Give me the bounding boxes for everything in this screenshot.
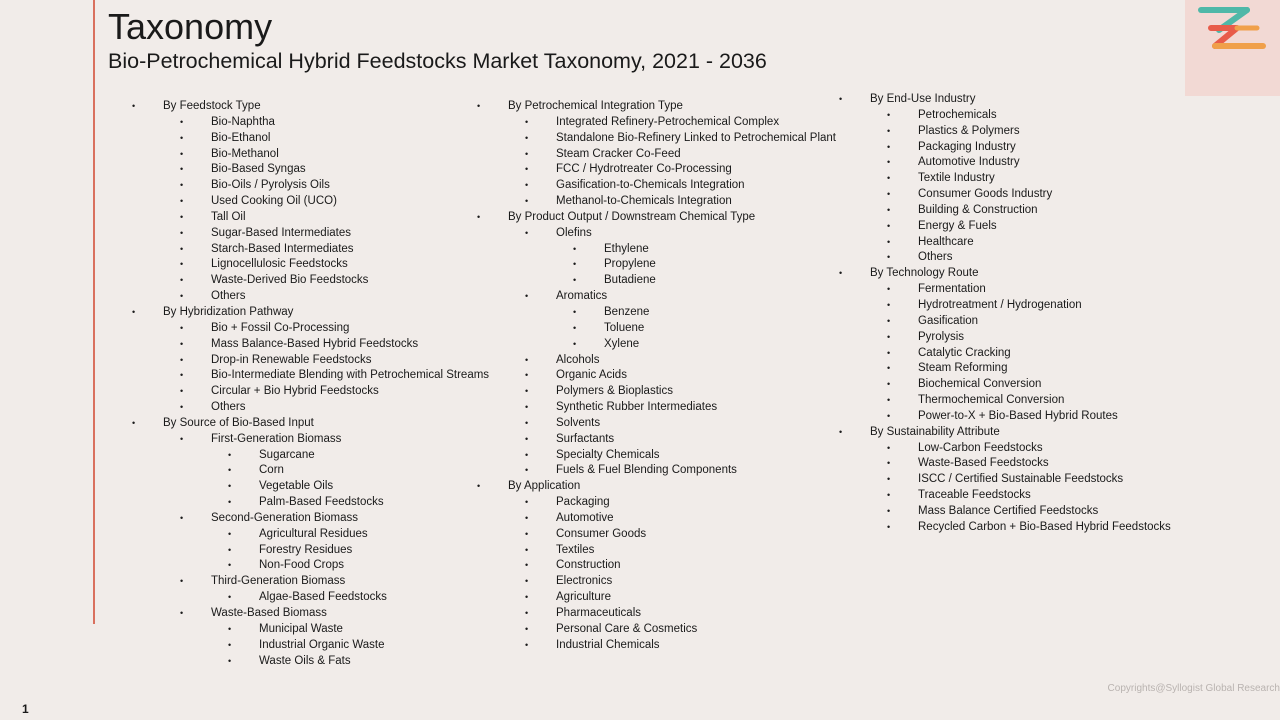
bullet-icon: • xyxy=(887,363,891,374)
taxonomy-item-label: Municipal Waste xyxy=(259,622,343,635)
taxonomy-item-label: Vegetable Oils xyxy=(259,480,334,493)
taxonomy-item-label: Consumer Goods xyxy=(556,527,647,540)
taxonomy-item-label: Automotive Industry xyxy=(918,156,1020,169)
bullet-icon: • xyxy=(887,315,891,326)
taxonomy-item-label: Xylene xyxy=(604,337,640,350)
bullet-icon: • xyxy=(180,180,184,191)
taxonomy-item-label: Propylene xyxy=(604,258,656,271)
bullet-icon: • xyxy=(525,227,529,238)
taxonomy-item-label: Gasification-to-Chemicals Integration xyxy=(556,179,745,192)
taxonomy-item-label: By Sustainability Attribute xyxy=(870,425,1000,438)
taxonomy-item-label: Personal Care & Cosmetics xyxy=(556,622,698,635)
bullet-icon: • xyxy=(477,101,481,111)
bullet-icon: • xyxy=(525,560,529,571)
bullet-icon: • xyxy=(887,521,891,532)
bullet-icon: • xyxy=(180,386,184,397)
bullet-icon: • xyxy=(573,259,577,270)
taxonomy-item-label: Standalone Bio-Refinery Linked to Petrochemical Plant xyxy=(556,131,836,144)
bullet-icon: • xyxy=(887,458,891,469)
taxonomy-item-label: Waste Oils & Fats xyxy=(259,654,351,667)
bullet-icon: • xyxy=(887,505,891,516)
taxonomy-item-label: Electronics xyxy=(556,575,613,588)
bullet-icon: • xyxy=(525,196,529,207)
taxonomy-item-label: Specialty Chemicals xyxy=(556,448,660,461)
taxonomy-item-label: Fuels & Fuel Blending Components xyxy=(556,464,737,477)
taxonomy-item-label: Palm-Based Feedstocks xyxy=(259,496,384,509)
bullet-icon: • xyxy=(180,370,184,381)
page-title: Taxonomy xyxy=(108,6,273,47)
bullet-icon: • xyxy=(228,623,232,634)
bullet-icon: • xyxy=(180,275,184,286)
taxonomy-item-label: Agriculture xyxy=(556,591,611,604)
taxonomy-item-label: Petrochemicals xyxy=(918,108,997,121)
taxonomy-item-label: Building & Construction xyxy=(918,203,1038,216)
bullet-icon: • xyxy=(887,442,891,453)
bullet-icon: • xyxy=(887,109,891,120)
taxonomy-item-label: Synthetic Rubber Intermediates xyxy=(556,401,718,414)
bullet-icon: • xyxy=(525,608,529,618)
bullet-icon: • xyxy=(573,338,577,349)
bullet-icon: • xyxy=(180,211,184,222)
bullet-icon: • xyxy=(180,227,184,238)
taxonomy-item-label: Energy & Fuels xyxy=(918,219,997,232)
taxonomy-item-label: Pyrolysis xyxy=(918,330,965,343)
taxonomy-item-label: Packaging Industry xyxy=(918,140,1016,153)
bullet-icon: • xyxy=(180,291,184,302)
bullet-icon: • xyxy=(132,101,136,111)
taxonomy-item-label: Mass Balance-Based Hybrid Feedstocks xyxy=(211,337,419,350)
taxonomy-item-label: By Technology Route xyxy=(870,267,979,280)
bullet-icon: • xyxy=(180,148,184,159)
bullet-icon: • xyxy=(525,576,529,587)
taxonomy-item-label: Bio-Naphtha xyxy=(211,115,275,128)
bullet-icon: • xyxy=(228,639,232,650)
taxonomy-item-label: Bio-Intermediate Blending with Petrochemical Streams xyxy=(211,369,490,382)
taxonomy-item-label: By Application xyxy=(508,480,581,493)
taxonomy-item-label: Steam Reforming xyxy=(918,362,1008,375)
bullet-icon: • xyxy=(887,157,891,168)
taxonomy-item-label: Industrial Organic Waste xyxy=(259,638,385,651)
taxonomy-item-label: Others xyxy=(918,251,953,264)
taxonomy-item-label: By Petrochemical Integration Type xyxy=(508,100,683,112)
bullet-icon: • xyxy=(180,196,184,207)
taxonomy-item-label: Circular + Bio Hybrid Feedstocks xyxy=(211,385,379,398)
taxonomy-item-label: Third-Generation Biomass xyxy=(211,575,346,588)
taxonomy-item-label: Bio + Fossil Co-Processing xyxy=(211,321,350,334)
taxonomy-item-label: Fermentation xyxy=(918,283,986,296)
bullet-icon: • xyxy=(525,386,529,397)
bullet-icon: • xyxy=(228,481,232,492)
bullet-icon: • xyxy=(525,623,529,634)
bullet-icon: • xyxy=(180,243,184,254)
bullet-icon: • xyxy=(228,592,232,603)
accent-divider-line xyxy=(93,0,95,624)
bullet-icon: • xyxy=(180,402,184,413)
taxonomy-item-label: Construction xyxy=(556,559,621,572)
taxonomy-item-label: Olefins xyxy=(556,226,592,239)
taxonomy-item-label: Algae-Based Feedstocks xyxy=(259,591,387,604)
bullet-icon: • xyxy=(887,189,891,200)
taxonomy-item-label: Bio-Based Syngas xyxy=(211,163,306,176)
bullet-icon: • xyxy=(132,417,136,428)
bullet-icon: • xyxy=(887,252,891,263)
bullet-icon: • xyxy=(525,528,529,539)
taxonomy-item-label: Methanol-to-Chemicals Integration xyxy=(556,195,732,208)
bullet-icon: • xyxy=(525,433,529,444)
taxonomy-item-label: Catalytic Cracking xyxy=(918,346,1011,359)
bullet-icon: • xyxy=(887,299,891,310)
bullet-icon: • xyxy=(573,275,577,286)
taxonomy-item-label: Organic Acids xyxy=(556,369,627,382)
taxonomy-item-label: Toluene xyxy=(604,321,645,334)
taxonomy-item-label: Healthcare xyxy=(918,235,974,248)
taxonomy-item-label: By Feedstock Type xyxy=(163,100,261,112)
taxonomy-item-label: Solvents xyxy=(556,416,601,429)
taxonomy-item-label: Non-Food Crops xyxy=(259,559,345,572)
bullet-icon: • xyxy=(477,481,481,492)
bullet-icon: • xyxy=(477,211,481,222)
bullet-icon: • xyxy=(180,608,184,618)
bullet-icon: • xyxy=(887,331,891,342)
taxonomy-item-label: Hydrotreatment / Hydrogenation xyxy=(918,298,1082,311)
taxonomy-item-label: Recycled Carbon + Bio-Based Hybrid Feedstocks xyxy=(918,520,1171,533)
taxonomy-item-label: Mass Balance Certified Feedstocks xyxy=(918,504,1099,517)
taxonomy-item-label: Corn xyxy=(259,464,284,477)
bullet-icon: • xyxy=(839,426,843,437)
bullet-icon: • xyxy=(525,512,529,523)
bullet-icon: • xyxy=(573,243,577,254)
taxonomy-item-label: Bio-Methanol xyxy=(211,147,279,160)
taxonomy-item-label: FCC / Hydrotreater Co-Processing xyxy=(556,163,732,176)
bullet-icon: • xyxy=(228,465,232,476)
bullet-icon: • xyxy=(525,449,529,460)
taxonomy-item-label: Benzene xyxy=(604,305,650,318)
taxonomy-item-label: Second-Generation Biomass xyxy=(211,511,359,524)
bullet-icon: • xyxy=(525,465,529,476)
bullet-icon: • xyxy=(525,164,529,175)
page-subtitle: Bio-Petrochemical Hybrid Feedstocks Market Taxonomy, 2021 - 2036 xyxy=(108,49,767,73)
taxonomy-item-label: Drop-in Renewable Feedstocks xyxy=(211,353,372,366)
taxonomy-item-label: Used Cooking Oil (UCO) xyxy=(211,195,337,208)
bullet-icon: • xyxy=(228,560,232,571)
taxonomy-item-label: Low-Carbon Feedstocks xyxy=(918,441,1043,454)
bullet-icon: • xyxy=(887,347,891,358)
taxonomy-item-label: Textiles xyxy=(556,543,595,556)
bullet-icon: • xyxy=(525,291,529,302)
taxonomy-item-label: Biochemical Conversion xyxy=(918,378,1042,391)
bullet-icon: • xyxy=(525,402,529,413)
taxonomy-item-label: Surfactants xyxy=(556,432,615,445)
bullet-icon: • xyxy=(525,497,529,508)
bullet-icon: • xyxy=(525,180,529,191)
bullet-icon: • xyxy=(180,259,184,270)
taxonomy-item-label: Waste-Based Biomass xyxy=(211,607,327,619)
taxonomy-item-label: Industrial Chemicals xyxy=(556,638,660,651)
taxonomy-item-label: Gasification xyxy=(918,314,979,327)
bullet-icon: • xyxy=(887,490,891,501)
taxonomy-item-label: By End-Use Industry xyxy=(870,93,976,105)
bullet-icon: • xyxy=(525,132,529,143)
taxonomy-item-label: Bio-Oils / Pyrolysis Oils xyxy=(211,179,330,192)
bullet-icon: • xyxy=(525,639,529,650)
taxonomy-item-label: ISCC / Certified Sustainable Feedstocks xyxy=(918,473,1124,486)
bullet-icon: • xyxy=(180,338,184,349)
copyright-notice: Copyrights@Syllogist Global Research xyxy=(1107,683,1280,694)
bullet-icon: • xyxy=(180,132,184,143)
bullet-icon: • xyxy=(525,354,529,365)
bullet-icon: • xyxy=(839,268,843,279)
taxonomy-item-label: Automotive xyxy=(556,511,614,524)
bullet-icon: • xyxy=(573,306,577,317)
taxonomy-item-label: Thermochemical Conversion xyxy=(918,394,1065,407)
taxonomy-item-label: Forestry Residues xyxy=(259,543,353,556)
logo xyxy=(1185,0,1280,96)
bullet-icon: • xyxy=(525,148,529,159)
bullet-icon: • xyxy=(228,544,232,555)
bullet-icon: • xyxy=(573,322,577,333)
bullet-icon: • xyxy=(887,284,891,295)
taxonomy-item-label: Traceable Feedstocks xyxy=(918,489,1031,502)
taxonomy-item-label: Pharmaceuticals xyxy=(556,607,642,619)
bullet-icon: • xyxy=(180,512,184,523)
bullet-icon: • xyxy=(132,306,136,317)
taxonomy-item-label: Polymers & Bioplastics xyxy=(556,385,673,398)
taxonomy-item-label: Alcohols xyxy=(556,353,600,366)
bullet-icon: • xyxy=(180,116,184,127)
taxonomy-item-label: By Product Output / Downstream Chemical Type xyxy=(508,210,756,223)
bullet-icon: • xyxy=(887,173,891,184)
taxonomy-item-label: Lignocellulosic Feedstocks xyxy=(211,258,348,271)
bullet-icon: • xyxy=(228,528,232,539)
taxonomy-item-label: Waste-Based Feedstocks xyxy=(918,457,1049,470)
bullet-icon: • xyxy=(525,116,529,127)
taxonomy-item-label: Integrated Refinery-Petrochemical Complex xyxy=(556,115,780,128)
taxonomy-item-label: Others xyxy=(211,401,246,414)
taxonomy-item-label: Power-to-X + Bio-Based Hybrid Routes xyxy=(918,409,1118,422)
bullet-icon: • xyxy=(228,497,232,508)
bullet-icon: • xyxy=(180,433,184,444)
bullet-icon: • xyxy=(887,379,891,390)
taxonomy-item-label: Agricultural Residues xyxy=(259,527,368,540)
bullet-icon: • xyxy=(525,370,529,381)
taxonomy-item-label: Tall Oil xyxy=(211,210,246,223)
taxonomy-item-label: Starch-Based Intermediates xyxy=(211,242,354,255)
bullet-icon: • xyxy=(887,474,891,485)
bullet-icon: • xyxy=(180,164,184,175)
taxonomy-item-label: Steam Cracker Co-Feed xyxy=(556,147,681,160)
taxonomy-item-label: Aromatics xyxy=(556,290,608,303)
bullet-icon: • xyxy=(887,141,891,152)
taxonomy-item-label: By Source of Bio-Based Input xyxy=(163,416,314,429)
taxonomy-item-label: First-Generation Biomass xyxy=(211,432,342,445)
bullet-icon: • xyxy=(525,417,529,428)
taxonomy-item-label: Bio-Ethanol xyxy=(211,131,271,144)
taxonomy-item-label: Textile Industry xyxy=(918,172,995,185)
bullet-icon: • xyxy=(887,204,891,215)
bullet-icon: • xyxy=(887,125,891,136)
bullet-icon: • xyxy=(180,322,184,333)
bullet-icon: • xyxy=(839,94,843,104)
bullet-icon: • xyxy=(228,449,232,460)
bullet-icon: • xyxy=(887,410,891,421)
taxonomy-item-label: Others xyxy=(211,290,246,303)
bullet-icon: • xyxy=(180,354,184,365)
taxonomy-item-label: Waste-Derived Bio Feedstocks xyxy=(211,274,369,287)
bullet-icon: • xyxy=(525,544,529,555)
bullet-icon: • xyxy=(180,576,184,587)
taxonomy-item-label: Plastics & Polymers xyxy=(918,124,1020,137)
taxonomy-item-label: Butadiene xyxy=(604,274,656,287)
bullet-icon: • xyxy=(887,236,891,247)
bullet-icon: • xyxy=(887,395,891,406)
taxonomy-item-label: Ethylene xyxy=(604,242,649,255)
taxonomy-item-label: Packaging xyxy=(556,496,610,509)
bullet-icon: • xyxy=(887,220,891,231)
taxonomy-item-label: Consumer Goods Industry xyxy=(918,188,1053,201)
taxonomy-item-label: By Hybridization Pathway xyxy=(163,305,294,318)
taxonomy-item-label: Sugarcane xyxy=(259,448,315,461)
syllogist-logo-icon xyxy=(1197,4,1269,54)
bullet-icon: • xyxy=(525,592,529,603)
taxonomy-item-label: Sugar-Based Intermediates xyxy=(211,226,351,239)
page-number: 1 xyxy=(22,702,29,716)
bullet-icon: • xyxy=(228,655,232,666)
